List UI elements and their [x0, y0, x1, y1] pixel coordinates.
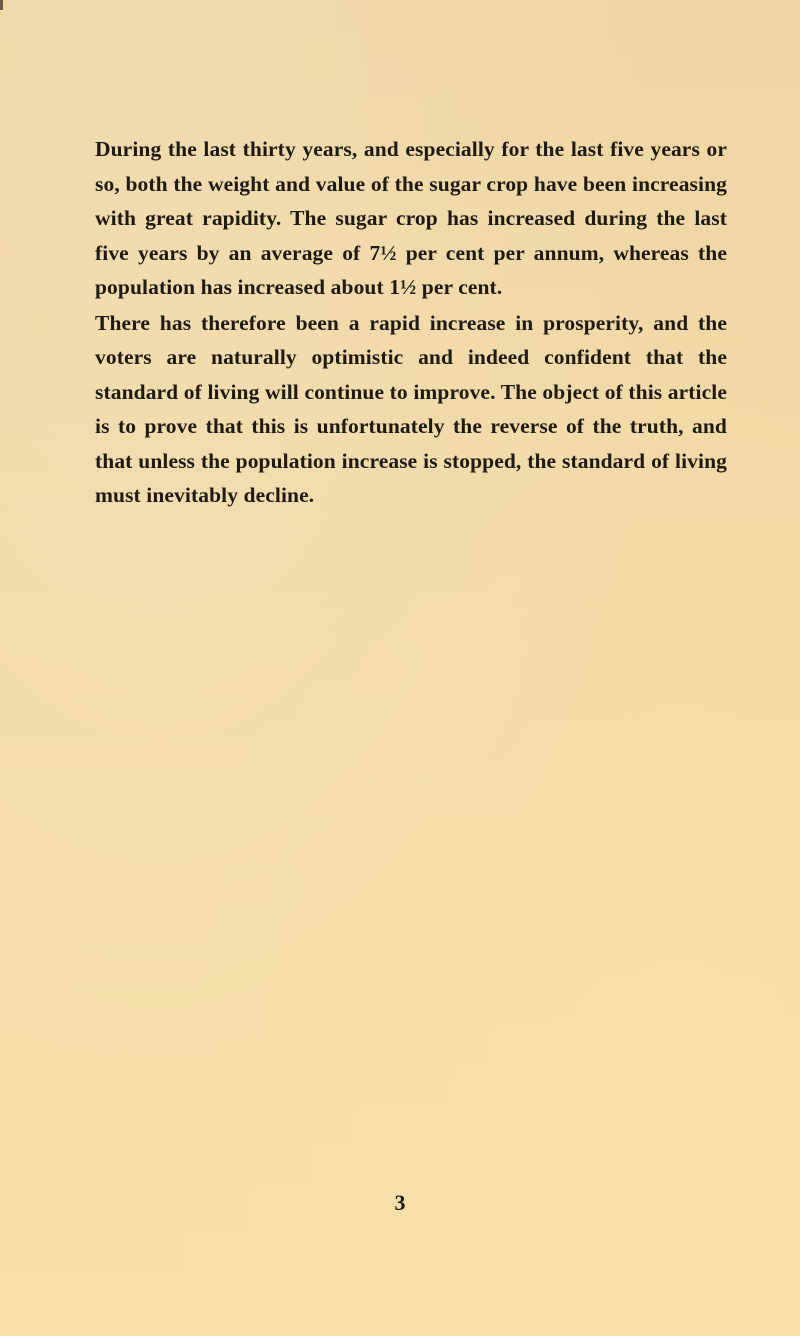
paragraph-2: There has therefore been a rapid increase in prosperity, and the voters are naturally optimistic and indeed confident that the standard of living will continue to improve. The object of this article is to prove that this is unfortunately the reverse of the truth, and that unless the population increase is stopped, the standard of living must inevitably decline.	[95, 310, 727, 507]
paragraph-1-tail: per cent.	[416, 275, 503, 299]
fraction-seven-and-half: 7½	[369, 240, 397, 265]
paragraph-1-lead: During the last thirty years, and especially for the last five years or so, both the weight and value of the sugar crop have been increasing with great rapidity. The sugar crop has increased during the last five years by an average of	[95, 137, 727, 265]
scan-edge-mark	[0, 0, 3, 10]
page-number: 3	[394, 1190, 406, 1215]
paragraph-1	[95, 132, 727, 305]
body-text	[95, 132, 727, 513]
paragraph-1-mid: per cent per annum, whereas the population has increased about	[95, 240, 727, 299]
fraction-one-and-half: 1½	[389, 275, 417, 299]
